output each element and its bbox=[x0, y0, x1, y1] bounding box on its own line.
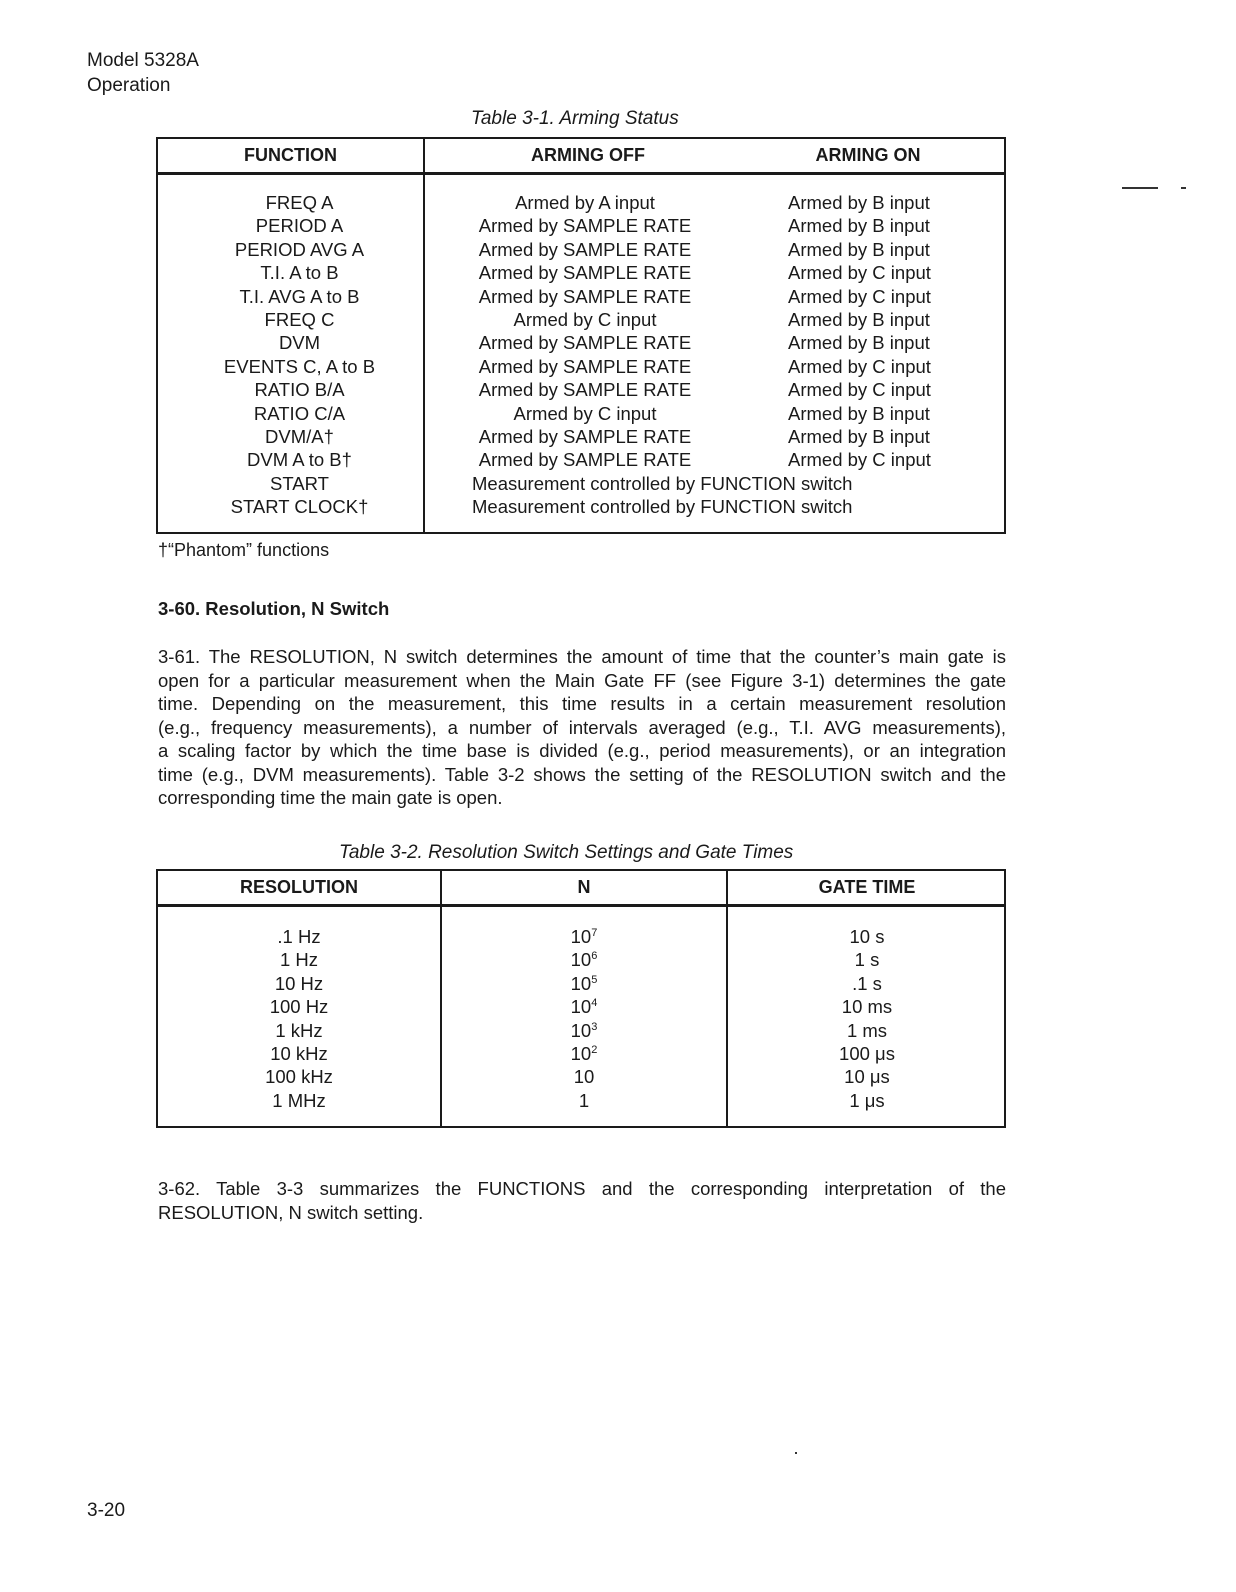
table-cell bbox=[442, 972, 726, 995]
table-cell: Armed by B input bbox=[788, 332, 930, 354]
table-cell: Armed by SAMPLE RATE bbox=[478, 262, 692, 284]
table-cell: 100 Hz bbox=[269, 996, 329, 1018]
paragraph-3-61 bbox=[158, 645, 1006, 810]
n-base: 10 bbox=[570, 972, 592, 994]
resolution-column bbox=[158, 925, 440, 1112]
table-cell: 100 μs bbox=[839, 1042, 895, 1064]
paragraph-line: open for a particular measurement when the Main Gate FF (see Figure 3-1) determines the gate bbox=[158, 669, 1006, 691]
table-cell: FREQ C bbox=[264, 308, 335, 330]
table-cell bbox=[442, 1042, 726, 1065]
n-exponent: 5 bbox=[591, 973, 598, 986]
header-rule bbox=[158, 174, 1004, 175]
table-cell: Armed by SAMPLE RATE bbox=[478, 355, 692, 377]
col-header-gate-time: GATE TIME bbox=[818, 877, 916, 897]
table-cell: 1 Hz bbox=[279, 949, 319, 971]
paragraph-line: time. Depending on the measurement, this time results in a certain measurement resolution bbox=[158, 693, 1006, 714]
n-exponent: 2 bbox=[591, 1043, 598, 1056]
table-cell: 10 s bbox=[849, 926, 885, 947]
paragraph-line: 3-62. Table 3-3 summarizes the FUNCTIONS and the corresponding interpretation of the bbox=[158, 1178, 1006, 1199]
gate-time-column bbox=[728, 925, 1006, 1112]
n-base: 10 bbox=[573, 1066, 595, 1088]
header-rule bbox=[158, 906, 1004, 907]
table-cell: Armed by SAMPLE RATE bbox=[478, 449, 692, 471]
table-cell: START bbox=[270, 472, 329, 494]
n-base: 10 bbox=[570, 996, 592, 1018]
table-cell bbox=[442, 1089, 726, 1112]
n-base: 10 bbox=[570, 1042, 592, 1064]
table-cell: .1 Hz bbox=[277, 926, 321, 947]
table-cell: Armed by C input bbox=[513, 402, 657, 424]
table-cell: DVM bbox=[278, 332, 321, 354]
col-header-function: FUNCTION bbox=[244, 145, 337, 165]
table2-caption: Table 3-2. Resolution Switch Settings and Gate Times bbox=[339, 842, 794, 863]
arming-off-column bbox=[470, 191, 700, 472]
table-cell: RATIO C/A bbox=[253, 402, 346, 424]
table-cell: PERIOD A bbox=[255, 215, 344, 237]
arming-status-table bbox=[156, 137, 1006, 534]
table-cell: .1 s bbox=[852, 972, 882, 994]
margin-mark bbox=[1122, 187, 1158, 189]
table-cell: RATIO B/A bbox=[254, 379, 345, 401]
n-column bbox=[442, 925, 726, 1112]
table-cell: Armed by SAMPLE RATE bbox=[478, 285, 692, 307]
section-heading: 3-60. Resolution, N Switch bbox=[158, 598, 390, 619]
table-cell: Armed by B input bbox=[788, 402, 930, 424]
paragraph-line: a scaling factor by which the time base is divided (e.g., period measurements), or an integration bbox=[158, 740, 1006, 761]
table-cell: Armed by C input bbox=[788, 379, 931, 401]
table-cell: Armed by B input bbox=[788, 425, 930, 447]
table-cell: 1 ms bbox=[846, 1019, 888, 1041]
table-cell: Armed by B input bbox=[788, 238, 930, 260]
section-label: Operation bbox=[87, 75, 171, 96]
table-cell: 1 μs bbox=[849, 1089, 885, 1111]
table-cell: 10 Hz bbox=[274, 972, 324, 994]
table-cell: 100 kHz bbox=[265, 1066, 333, 1088]
paragraph-line: (e.g., frequency measurements), a number of intervals averaged (e.g., T.I. AVG measurements), bbox=[158, 716, 1006, 738]
table-cell: DVM A to B† bbox=[247, 449, 352, 471]
table-cell: Armed by SAMPLE RATE bbox=[478, 238, 692, 260]
table-cell bbox=[442, 1019, 726, 1042]
col-header-resolution: RESOLUTION bbox=[239, 877, 358, 897]
table-cell: 1 MHz bbox=[272, 1089, 326, 1111]
table-cell: START CLOCK† bbox=[230, 496, 369, 518]
function-column bbox=[158, 191, 441, 518]
model-label: Model 5328A bbox=[87, 50, 199, 71]
paragraph-line: corresponding time the main gate is open. bbox=[158, 787, 503, 808]
table-cell: Armed by SAMPLE RATE bbox=[478, 425, 692, 447]
n-exponent: 6 bbox=[591, 950, 598, 963]
table-cell: Armed by A input bbox=[515, 192, 655, 213]
table-cell: Armed by SAMPLE RATE bbox=[478, 379, 692, 401]
table1-caption: Table 3-1. Arming Status bbox=[471, 108, 679, 129]
page-number: 3-20 bbox=[87, 1500, 126, 1521]
table-cell: Measurement controlled by FUNCTION switch bbox=[472, 496, 853, 518]
table-cell: Armed by C input bbox=[788, 449, 931, 471]
n-base: 10 bbox=[570, 949, 592, 971]
paragraph-line: 3-61. The RESOLUTION, N switch determines the amount of time that the counter’s main gate is bbox=[158, 646, 1006, 667]
table-cell: T.I. A to B bbox=[260, 262, 339, 284]
table-cell: Armed by C input bbox=[788, 285, 931, 307]
table-cell: 1 kHz bbox=[275, 1019, 323, 1041]
n-base: 10 bbox=[570, 1019, 592, 1041]
table-cell: Measurement controlled by FUNCTION switch bbox=[472, 472, 853, 494]
table-cell bbox=[442, 948, 726, 971]
table-cell: 10 kHz bbox=[270, 1042, 328, 1064]
col-header-arming-off: ARMING OFF bbox=[531, 145, 645, 165]
table-cell: Armed by SAMPLE RATE bbox=[478, 215, 692, 237]
table-cell: Armed by B input bbox=[788, 215, 930, 237]
n-exponent: 3 bbox=[591, 1020, 598, 1033]
n-exponent: 4 bbox=[591, 997, 598, 1010]
table-cell: Armed by SAMPLE RATE bbox=[478, 332, 692, 354]
table-cell: PERIOD AVG A bbox=[234, 238, 365, 260]
margin-dot bbox=[1181, 187, 1186, 189]
paragraph-line: RESOLUTION, N switch setting. bbox=[158, 1201, 424, 1223]
table-cell: EVENTS C, A to B bbox=[223, 355, 376, 377]
controlled-rows bbox=[472, 472, 992, 519]
table-cell bbox=[442, 1065, 726, 1088]
n-base: 1 bbox=[578, 1089, 590, 1111]
paragraph-3-62 bbox=[158, 1177, 1006, 1224]
table-cell: 10 ms bbox=[841, 996, 893, 1018]
paragraph-line: time (e.g., DVM measurements). Table 3-2 shows the setting of the RESOLUTION switch and the bbox=[158, 763, 1006, 785]
table-cell: FREQ A bbox=[265, 192, 334, 213]
col-header-arming-on: ARMING ON bbox=[815, 145, 921, 165]
n-base: 10 bbox=[570, 926, 592, 947]
speck bbox=[795, 1452, 797, 1454]
table-cell: DVM/A† bbox=[265, 425, 334, 447]
arming-on-column bbox=[788, 191, 988, 472]
table-cell: 10 μs bbox=[844, 1066, 890, 1088]
footnote: †“Phantom” functions bbox=[158, 540, 330, 560]
table-cell bbox=[442, 925, 726, 948]
table-cell: Armed by B input bbox=[788, 308, 930, 330]
table-cell: Armed by C input bbox=[788, 355, 931, 377]
resolution-table bbox=[156, 869, 1006, 1128]
n-exponent: 7 bbox=[591, 927, 598, 939]
table-cell: Armed by C input bbox=[513, 308, 657, 330]
table-cell bbox=[442, 995, 726, 1018]
col-header-n: N bbox=[577, 877, 591, 897]
table-cell: Armed by B input bbox=[788, 192, 930, 213]
table-cell: T.I. AVG A to B bbox=[239, 285, 360, 307]
table-cell: 1 s bbox=[854, 949, 880, 971]
page-header bbox=[87, 48, 199, 98]
table-cell: Armed by C input bbox=[788, 262, 931, 284]
